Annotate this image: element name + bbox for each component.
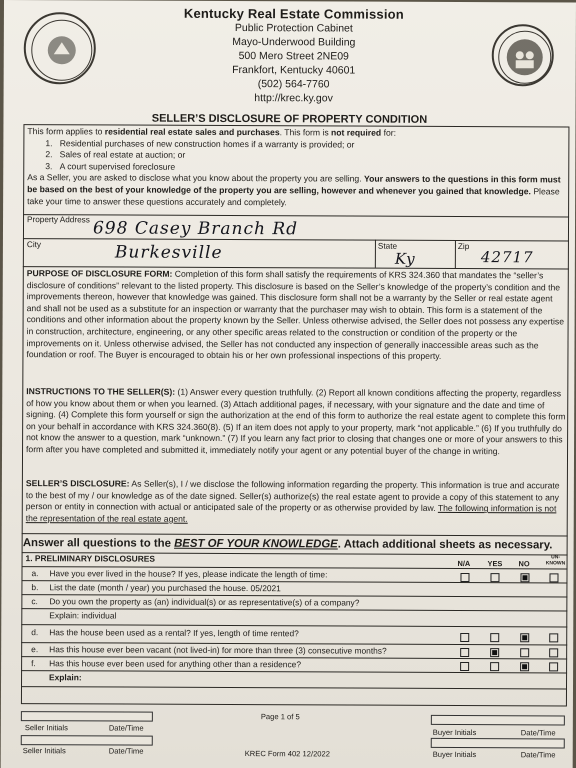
kentucky-real-estate-authority-seal bbox=[24, 12, 96, 84]
agency-title: Kentucky Real Estate Commission bbox=[183, 5, 404, 22]
checkbox-f-na[interactable] bbox=[460, 662, 469, 671]
date-time-label: Date/Time bbox=[108, 746, 144, 756]
checkbox-a-yes[interactable] bbox=[490, 573, 499, 582]
header-line: 500 Mero Street 2NE09 bbox=[238, 50, 349, 63]
form-number: KREC Form 402 12/2022 bbox=[244, 749, 330, 759]
exception-item: Sales of real estate at auction; or bbox=[59, 149, 186, 160]
checkbox-d-unknown[interactable] bbox=[549, 633, 558, 642]
date-time-label: Date/Time bbox=[520, 728, 556, 738]
checkbox-a-na[interactable] bbox=[460, 573, 469, 582]
question-letter: e. bbox=[31, 644, 39, 655]
buyer-initials-label: Buyer Initials bbox=[432, 727, 477, 738]
checkbox-e-yes[interactable] bbox=[490, 648, 499, 657]
header-line: Frankfort, Kentucky 40601 bbox=[232, 63, 356, 77]
buyer-initials-box-1[interactable] bbox=[431, 715, 565, 726]
instructions-paragraph: INSTRUCTIONS TO THE SELLER(S): (1) Answer every question truthfully. (2) Report all known conditions affecting the property, regardless of how you know about them or when you learned. (3) Attach additional pages, if necessary, with your signature and the date and time of signing. (4) Complete this form yourself or sign the authorization at the end of this form to authorize the real estate agent to complete this form on your behalf in accordance with KRS 324.360(8). (5) If an item does not apply to your property, mark “not applicable.” (6) If you truthfully do not know the answer to a question, mark “unknown.” (7) If you learn any fact prior to closing that changes one or more of your answers to this form after you have completed and submitted it, immediately notify your agent or any potential buyer of the change in writing. bbox=[26, 386, 566, 457]
question-letter: f. bbox=[31, 658, 36, 669]
sellers-disclosure-paragraph: SELLER’S DISCLOSURE: As Seller(s), I / we disclose the following information regarding the property. This information is true and accurate to the best of my / our knowledge as of the date signed. Seller(s) authorize(s) the real estate agent to provide a copy of this statement to any person or entity in connection with actual or anticipated sale of the property or as otherwise provided by law. The following information is not the representation of the real estate agent. bbox=[25, 478, 560, 524]
checkbox-d-na[interactable] bbox=[460, 633, 469, 642]
checkbox-e-no[interactable] bbox=[520, 648, 529, 657]
question-letter: a. bbox=[31, 568, 39, 579]
question-letter: b. bbox=[31, 582, 39, 593]
checkbox-f-yes[interactable] bbox=[490, 662, 499, 671]
checkbox-f-no[interactable] bbox=[520, 662, 529, 671]
city-value[interactable]: Burkesville bbox=[114, 242, 223, 263]
checkbox-f-unknown[interactable] bbox=[549, 662, 558, 671]
date-time-label: Date/Time bbox=[520, 750, 556, 760]
header-line: (502) 564-7760 bbox=[257, 78, 330, 91]
instructions-heading: INSTRUCTIONS TO THE SELLER(S): bbox=[26, 386, 176, 397]
column-no: NO bbox=[518, 559, 530, 569]
date-time-label: Date/Time bbox=[108, 723, 144, 733]
zip-label: Zip bbox=[457, 241, 470, 252]
intro-text: This form applies to residential real estate sales and purchases. This form is not required for: 1. Residential purchases of new construction homes if a warranty is provided; or 2. Sales of real estate at auction; or 3. A court supervised foreclosure As a Seller, you are asked to disclose what you know about the property you are selling. Your answers to the questions in this form must be based on the best of your knowledge of the property you are selling, however and whenever you gained that knowledge. Please take your time to answer these questions accurately and completely. bbox=[27, 126, 561, 207]
property-address-label: Property Address bbox=[27, 215, 90, 225]
zip-value[interactable]: 42717 bbox=[480, 248, 534, 267]
page-number: Page 1 of 5 bbox=[260, 712, 300, 722]
question-d-text: Has the house been used as a rental? If yes, length of time rented? bbox=[49, 627, 299, 639]
column-na: N/A bbox=[457, 558, 471, 569]
seller-initials-box-1[interactable] bbox=[21, 711, 153, 722]
commonwealth-of-kentucky-seal bbox=[492, 24, 554, 86]
purchase-date-value[interactable]: 05/2021 bbox=[250, 583, 281, 594]
city-label: City bbox=[26, 240, 42, 250]
question-a-text: Have you ever lived in the house? If yes, please indicate the length of time: bbox=[49, 568, 328, 580]
column-unknown: UN-KNOWN bbox=[545, 554, 566, 567]
answer-banner: Answer all questions to the BEST OF YOUR KNOWLEDGE. Attach additional sheets as necessary. bbox=[22, 537, 553, 552]
header-line: Public Protection Cabinet bbox=[234, 22, 353, 35]
question-f-text: Has this house ever been used for anything other than a residence? bbox=[49, 658, 302, 670]
sellers-disclosure-heading: SELLER’S DISCLOSURE: bbox=[25, 478, 130, 489]
question-c-text: Do you own the property as (an) individual(s) or as representative(s) of a company? bbox=[49, 596, 360, 608]
question-c-explain[interactable]: Explain: individual bbox=[49, 610, 117, 621]
seller-initials-label: Seller Initials bbox=[22, 746, 66, 756]
explain-label: Explain: bbox=[49, 672, 82, 683]
checkbox-e-na[interactable] bbox=[460, 648, 469, 657]
seller-initials-box-2[interactable] bbox=[21, 735, 153, 746]
checkbox-d-no[interactable] bbox=[520, 633, 529, 642]
exception-item: A court supervised foreclosure bbox=[59, 161, 176, 172]
state-value[interactable]: Ky bbox=[394, 249, 416, 268]
question-b-text: List the date (month / year) you purchased the house. 05/2021 bbox=[49, 582, 281, 594]
header-line: Mayo-Underwood Building bbox=[232, 35, 356, 49]
purpose-heading: PURPOSE OF DISCLOSURE FORM: bbox=[26, 268, 173, 279]
header-line: http://krec.ky.gov bbox=[254, 92, 333, 105]
checkbox-d-yes[interactable] bbox=[490, 633, 499, 642]
seller-initials-label: Seller Initials bbox=[24, 723, 68, 733]
buyer-initials-label: Buyer Initials bbox=[432, 749, 477, 760]
property-address-value[interactable]: 698 Casey Branch Rd bbox=[92, 218, 299, 240]
agency-header bbox=[144, 7, 444, 106]
checkbox-a-no[interactable] bbox=[520, 573, 529, 582]
question-e-text: Has this house ever been vacant (not lived-in) for more than three (3) consecutive months? bbox=[49, 644, 387, 656]
section-title: 1. PRELIMINARY DISCLOSURES bbox=[25, 553, 155, 564]
checkbox-e-unknown[interactable] bbox=[549, 648, 558, 657]
document-page bbox=[1, 0, 576, 768]
checkbox-a-unknown[interactable] bbox=[549, 573, 558, 582]
buyer-initials-box-2[interactable] bbox=[431, 738, 565, 749]
state-label: State bbox=[377, 241, 398, 251]
question-letter: c. bbox=[31, 596, 38, 607]
question-letter: d. bbox=[31, 627, 39, 638]
column-yes: YES bbox=[487, 559, 503, 569]
form-title: SELLER’S DISCLOSURE OF PROPERTY CONDITION bbox=[151, 112, 428, 126]
exception-item: Residential purchases of new construction homes if a warranty is provided; or bbox=[59, 137, 355, 150]
purpose-paragraph: PURPOSE OF DISCLOSURE FORM: Completion of this form shall satisfy the requirements of KRS 324.360 that mandates the “seller’s disclosure of conditions” relevant to the listed property. This disclosure is based on the Seller’s knowledge of the property’s condition and the improvements thereon, however that knowledge was gained. This disclosure form shall not be a warranty by the Seller or real estate agent and shall not be used as a substitute for an inspection or warranty that the purchaser may wish to obtain. This form is a statement of the conditions and other information about the property known by the Seller. Unless otherwise advised, the Seller does not possess any expertise in construction, architecture, engineering, or any other specific areas related to the construction or condition of the property or the improvements on it. Unless otherwise advised, the Seller has not conducted any inspection of generally inaccessible areas such as the foundation or roof. The Buyer is encouraged to obtain his or her own professional inspections of this property. bbox=[26, 268, 565, 362]
